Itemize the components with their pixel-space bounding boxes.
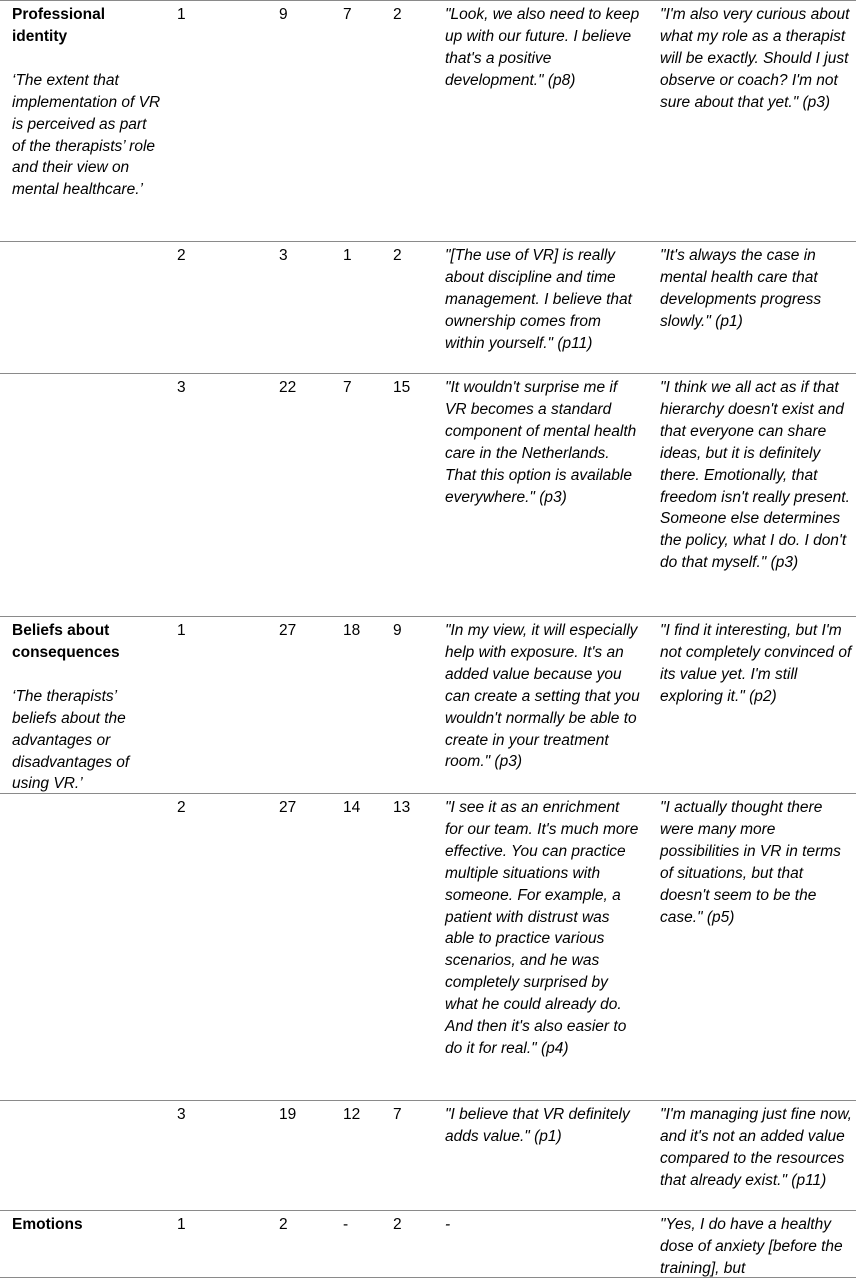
negative-count-cell: 7 bbox=[393, 1106, 402, 1123]
domain-title: Professional identity bbox=[12, 6, 106, 45]
negative-count-cell: 13 bbox=[393, 799, 411, 816]
domain-definition: ‘The extent that implementation of VR is perceived as part of the therapists’ role and their view on mental healthcare.’ bbox=[12, 71, 161, 199]
total-count-cell: 9 bbox=[279, 6, 288, 23]
positive-count-cell: 7 bbox=[343, 379, 352, 396]
positive-count-cell: 7 bbox=[343, 6, 352, 23]
table-row bbox=[0, 1211, 856, 1278]
level-cell: 1 bbox=[177, 6, 186, 23]
negative-count-cell: 2 bbox=[393, 1216, 402, 1233]
negative-quote-cell: "Yes, I do have a healthy dose of anxiety [before the training], but bbox=[660, 1216, 843, 1277]
domain-cell bbox=[12, 4, 162, 201]
table-row bbox=[0, 0, 856, 242]
table-row bbox=[0, 794, 856, 1101]
table-row bbox=[0, 1101, 856, 1211]
positive-count-cell: 14 bbox=[343, 799, 361, 816]
positive-quote-cell: "[The use of VR] is really about discipline and time management. I believe that ownership comes from within yourself." (p11) bbox=[445, 247, 632, 352]
positive-count-cell: - bbox=[343, 1216, 349, 1233]
domain-definition: ‘The therapists’ beliefs about the advantages or disadvantages of using VR.’ bbox=[12, 687, 130, 793]
negative-count-cell: 9 bbox=[393, 622, 402, 639]
level-cell: 1 bbox=[177, 622, 186, 639]
positive-quote-cell: "It wouldn't surprise me if VR becomes a standard component of mental health care in the Netherlands. That this option is available everywhere." (p3) bbox=[445, 379, 637, 506]
negative-quote-cell: "I'm managing just fine now, and it's not an added value compared to the resources that already exist." (p11) bbox=[660, 1106, 852, 1189]
level-cell: 2 bbox=[177, 247, 186, 264]
positive-count-cell: 12 bbox=[343, 1106, 361, 1123]
table-row bbox=[0, 242, 856, 374]
negative-count-cell: 2 bbox=[393, 6, 402, 23]
level-cell: 1 bbox=[177, 1216, 186, 1233]
level-cell: 3 bbox=[177, 379, 186, 396]
positive-quote-cell: "I believe that VR definitely adds value." (p1) bbox=[445, 1106, 630, 1145]
negative-quote-cell: "It's always the case in mental health care that developments progress slowly." (p1) bbox=[660, 247, 822, 330]
negative-quote-cell: "I'm also very curious about what my role as a therapist will be exactly. Should I just observe or coach? I'm not sure about that yet." (p3) bbox=[660, 6, 850, 111]
total-count-cell: 22 bbox=[279, 379, 297, 396]
level-cell: 3 bbox=[177, 1106, 186, 1123]
negative-count-cell: 15 bbox=[393, 379, 411, 396]
total-count-cell: 27 bbox=[279, 622, 297, 639]
level-cell: 2 bbox=[177, 799, 186, 816]
positive-quote-cell: - bbox=[445, 1216, 451, 1233]
positive-quote-cell: "Look, we also need to keep up with our future. I believe that's a positive development." (p8) bbox=[445, 6, 640, 89]
positive-count-cell: 1 bbox=[343, 247, 352, 264]
positive-quote-cell: "In my view, it will especially help with exposure. It's an added value because you can create a setting that you wouldn't normally be able to create in your treatment room." (p3) bbox=[445, 622, 640, 771]
table-row bbox=[0, 374, 856, 617]
positive-quote-cell: "I see it as an enrichment for our team. It's much more effective. You can practice multiple situations with someone. For example, a patient with distrust was able to practice various scenarios, and he was completely surprised by what he could already do. And then it's also easier to do it for real." (p4) bbox=[445, 799, 639, 1057]
domain-title: Beliefs about consequences bbox=[12, 622, 120, 661]
domain-cell bbox=[12, 620, 162, 795]
negative-quote-cell: "I find it interesting, but I'm not completely convinced of its value yet. I'm still exploring it." (p2) bbox=[660, 622, 852, 705]
total-count-cell: 2 bbox=[279, 1216, 288, 1233]
total-count-cell: 19 bbox=[279, 1106, 297, 1123]
negative-quote-cell: "I think we all act as if that hierarchy doesn't exist and that everyone can share ideas, but it is definitely there. Emotionally, that freedom isn't really present. Someone else determines the policy, what I do. I don't do that myself." (p3) bbox=[660, 379, 850, 572]
total-count-cell: 27 bbox=[279, 799, 297, 816]
negative-count-cell: 2 bbox=[393, 247, 402, 264]
domain-title: Emotions bbox=[12, 1216, 83, 1233]
negative-quote-cell: "I actually thought there were many more possibilities in VR in terms of situations, but that doesn't seem to be the case." (p5) bbox=[660, 799, 841, 926]
total-count-cell: 3 bbox=[279, 247, 288, 264]
domain-cell bbox=[12, 1214, 162, 1236]
positive-count-cell: 18 bbox=[343, 622, 361, 639]
table-row bbox=[0, 617, 856, 794]
